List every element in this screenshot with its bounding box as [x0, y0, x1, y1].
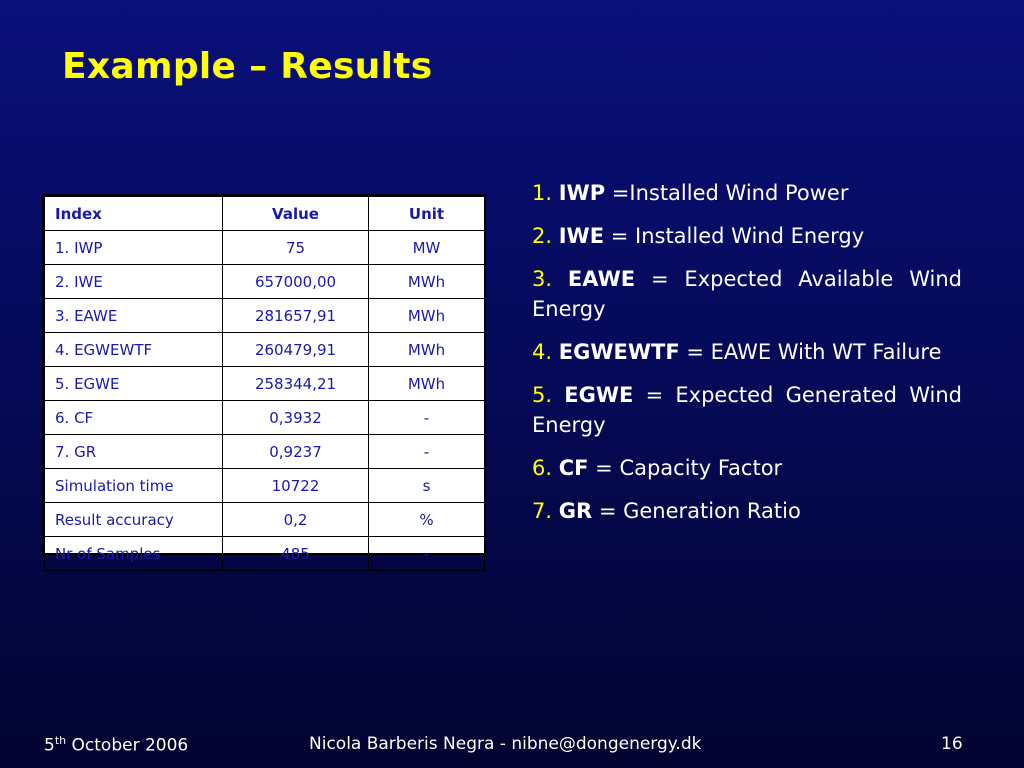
row-unit: %: [369, 503, 485, 537]
row-index: 4. EGWEWTF: [45, 333, 223, 367]
definition-item: [532, 178, 962, 208]
row-unit: s: [369, 469, 485, 503]
definition-text: = EAWE With WT Failure: [679, 340, 942, 364]
row-index: Result accuracy: [45, 503, 223, 537]
row-index: Nr of Samples: [45, 537, 223, 571]
footer-date-rest: October 2006: [66, 735, 189, 756]
results-table-container: [42, 194, 486, 563]
definition-number: 3.: [532, 267, 553, 291]
table-row: [45, 537, 485, 571]
row-value: 281657,91: [223, 299, 369, 333]
definition-item: [532, 337, 962, 367]
footer-date-suffix: th: [54, 734, 67, 747]
table-row: [45, 401, 485, 435]
definition-text: = Installed Wind Energy: [604, 224, 865, 248]
definition-text: = Capacity Factor: [588, 456, 783, 480]
header-unit: Unit: [369, 197, 485, 231]
definition-text: = Expected Available Wind Energy: [532, 267, 962, 321]
definition-abbr: IWP: [558, 181, 606, 205]
row-index: 2. IWE: [45, 265, 223, 299]
definition-item: [532, 380, 962, 440]
row-index: 7. GR: [45, 435, 223, 469]
row-index: 6. CF: [45, 401, 223, 435]
definition-abbr: EGWE: [564, 383, 634, 407]
row-index: 3. EAWE: [45, 299, 223, 333]
row-index: 5. EGWE: [45, 367, 223, 401]
definition-text: =Installed Wind Power: [605, 181, 849, 205]
header-index: Index: [45, 197, 223, 231]
definition-abbr: CF: [558, 456, 589, 480]
row-value: 0,2: [223, 503, 369, 537]
row-value: 485: [223, 537, 369, 571]
definition-text: = Generation Ratio: [592, 499, 801, 523]
table-row: [45, 367, 485, 401]
definition-item: [532, 453, 962, 483]
row-value: 258344,21: [223, 367, 369, 401]
definition-item: [532, 264, 962, 324]
definition-number: 2.: [532, 224, 553, 248]
row-value: 75: [223, 231, 369, 265]
row-value: 10722: [223, 469, 369, 503]
row-value: 657000,00: [223, 265, 369, 299]
row-unit: -: [369, 435, 485, 469]
row-index: 1. IWP: [45, 231, 223, 265]
row-unit: MWh: [369, 367, 485, 401]
table-row: [45, 333, 485, 367]
results-table: [44, 196, 485, 571]
table-row: [45, 231, 485, 265]
definition-number: 4.: [532, 340, 553, 364]
row-unit: MWh: [369, 333, 485, 367]
definition-abbr: EGWEWTF: [558, 340, 680, 364]
table-row: [45, 435, 485, 469]
row-value: 0,9237: [223, 435, 369, 469]
row-unit: MWh: [369, 265, 485, 299]
definition-number: 1.: [532, 181, 553, 205]
row-value: 0,3932: [223, 401, 369, 435]
page-number: 16: [941, 734, 963, 754]
row-unit: MW: [369, 231, 485, 265]
row-index: Simulation time: [45, 469, 223, 503]
slide-title: Example – Results: [62, 46, 433, 87]
header-value: Value: [223, 197, 369, 231]
row-unit: MWh: [369, 299, 485, 333]
definition-number: 6.: [532, 456, 553, 480]
table-row: [45, 265, 485, 299]
definition-text: = Expected Generated Wind Energy: [532, 383, 962, 437]
footer-date: [44, 734, 188, 756]
definition-abbr: IWE: [558, 224, 605, 248]
definition-item: [532, 496, 962, 526]
row-unit: -: [369, 401, 485, 435]
table-row: [45, 503, 485, 537]
row-unit: -: [369, 537, 485, 571]
footer-author: Nicola Barberis Negra - nibne@dongenergy.dk: [309, 734, 702, 754]
definitions-list: [532, 178, 962, 539]
definition-abbr: GR: [558, 499, 593, 523]
definition-number: 5.: [532, 383, 553, 407]
definition-item: [532, 221, 962, 251]
row-value: 260479,91: [223, 333, 369, 367]
table-row: [45, 469, 485, 503]
table-row: [45, 299, 485, 333]
footer-date-day: 5: [44, 735, 55, 756]
definition-abbr: EAWE: [567, 267, 636, 291]
definition-number: 7.: [532, 499, 553, 523]
table-header-row: [45, 197, 485, 231]
